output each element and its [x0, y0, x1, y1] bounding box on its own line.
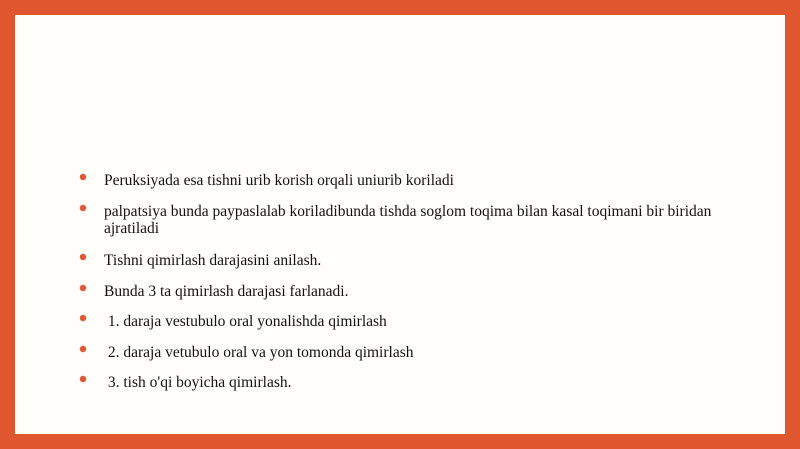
- bullet-text: Peruksiyada esa tishni urib korish orqali uniurib koriladi: [104, 172, 454, 189]
- bullet-text: Bunda 3 ta qimirlash darajasi farlanadi.: [104, 283, 349, 300]
- bullet-icon: [80, 254, 86, 260]
- bullet-icon: [80, 285, 86, 291]
- bullet-list: [15, 15, 785, 434]
- slide: [15, 15, 785, 434]
- bullet-icon: [80, 376, 86, 382]
- bullet-text: 3. tish o'qi boyicha qimirlash.: [104, 374, 292, 391]
- bullet-text: 2. daraja vetubulo oral va yon tomonda qimirlash: [104, 344, 414, 361]
- bullet-icon: [80, 205, 86, 211]
- bullet-icon: [80, 315, 86, 321]
- bullet-icon: [80, 174, 86, 180]
- bullet-text: 1. daraja vestubulo oral yonalishda qimirlash: [104, 313, 387, 330]
- bullet-text: Tishni qimirlash darajasini anilash.: [104, 252, 322, 269]
- bullet-text: palpatsiya bunda paypaslalab koriladibunda tishda soglom toqima bilan kasal toqimani bir biridan ajratiladi: [104, 203, 716, 237]
- bullet-icon: [80, 346, 86, 352]
